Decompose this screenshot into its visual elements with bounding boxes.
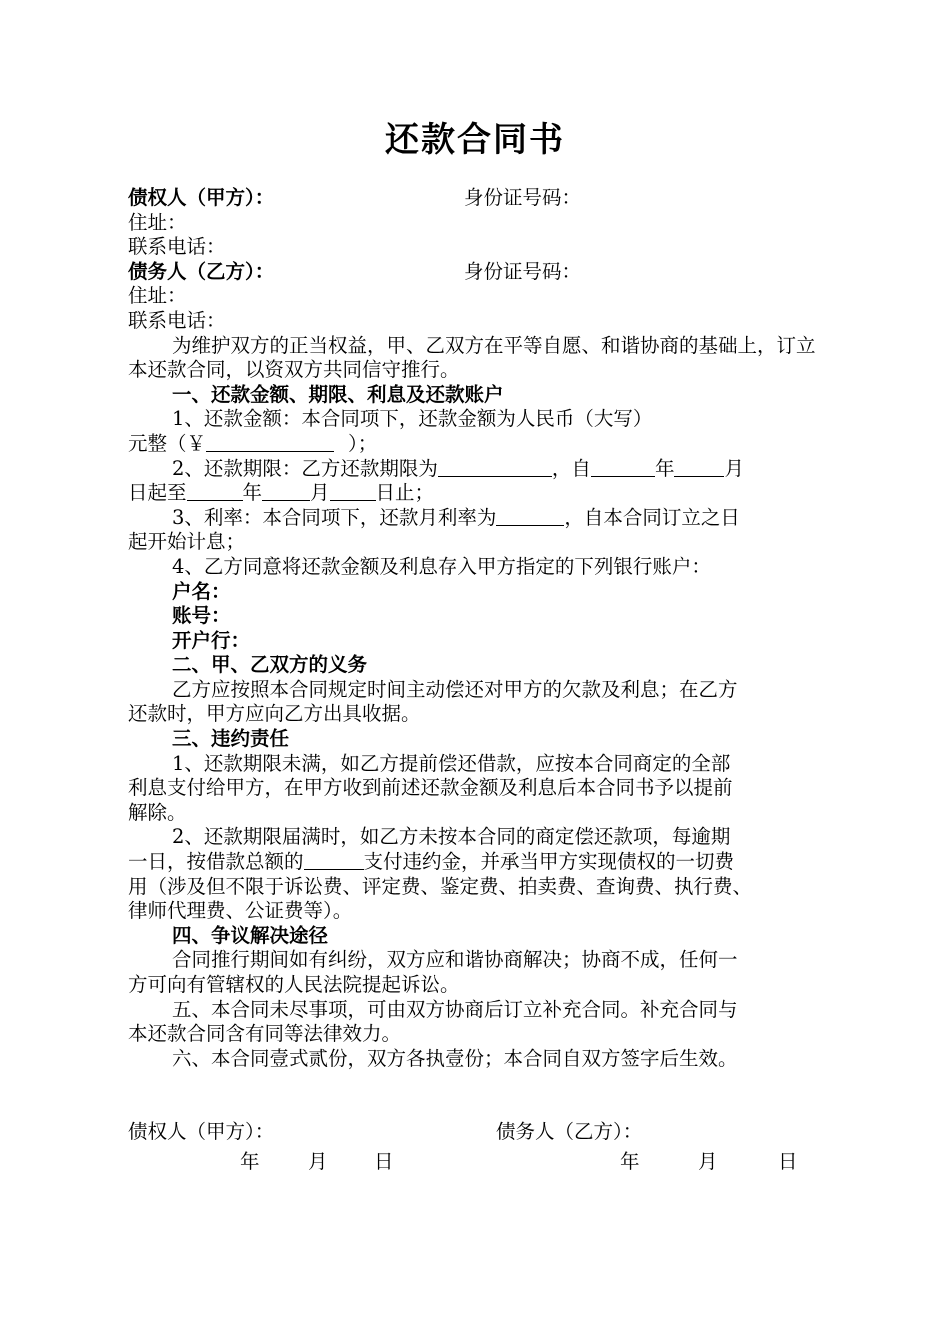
creditor-year-label: 年 xyxy=(240,1150,260,1173)
debtor-id-label: 身份证号码： xyxy=(464,259,582,283)
debtor-label: 债务人（乙方）： xyxy=(128,259,275,283)
term-from: ，自 xyxy=(551,456,591,480)
section1-item1-line2 xyxy=(128,432,828,457)
debtor-address-label: 住址： xyxy=(128,284,187,308)
creditor-month-label: 月 xyxy=(308,1150,328,1173)
contract-body xyxy=(128,186,828,1071)
creditor-signature-label: 债权人（甲方）： xyxy=(128,1120,275,1143)
intro-paragraph: 为维护双方的正当权益，甲、乙双方在平等自愿、和谐协商的基础上，订立本还款合同，以资双方共同信守推行。 xyxy=(128,333,816,382)
debtor-signature-label: 债务人（乙方）： xyxy=(496,1120,643,1143)
section3-item2-line4: 律师代理费、公证费等）。 xyxy=(128,899,353,923)
section3-heading: 三、违约责任 xyxy=(172,727,290,751)
rate-label: 3、利率：本合同项下，还款月利率为 xyxy=(172,505,497,529)
section1-item3-line2: 起开始计息； xyxy=(128,530,246,554)
section3-item1-line2: 利息支付给甲方，在甲方收到前述还款金额及利息后本合同书予以提前 xyxy=(128,776,733,800)
section4-text-line1: 合同推行期间如有纠纷，双方应和谐协商解决；协商不成，任何一 xyxy=(172,948,738,972)
end-day-label: 日止； xyxy=(375,481,435,505)
debtor-row xyxy=(128,260,828,285)
section1-heading: 一、还款金额、期限、利息及还款账户 xyxy=(172,382,504,406)
section3-item2-line1: 2、还款期限届满时，如乙方未按本合同的商定偿还款项，每逾期 xyxy=(172,825,731,849)
section1-item2-line1 xyxy=(128,457,828,482)
term-label: 2、还款期限：乙方还款期限为 xyxy=(172,456,438,480)
section1-item2-line2 xyxy=(128,481,828,506)
start-year-blank[interactable] xyxy=(591,458,655,477)
account-number-label: 账号： xyxy=(172,604,231,628)
penalty-blank[interactable] xyxy=(304,851,364,870)
end-year-label: 年 xyxy=(242,481,263,505)
section4-heading: 四、争议解决途径 xyxy=(172,923,329,947)
amount-prefix: 元整（￥ xyxy=(128,431,207,455)
debtor-day-label: 日 xyxy=(778,1150,798,1173)
creditor-address-label: 住址： xyxy=(128,210,187,234)
debtor-year-label: 年 xyxy=(620,1150,640,1173)
rate-blank[interactable] xyxy=(496,507,564,526)
start-month-label: 月 xyxy=(724,456,744,480)
signature-labels-row xyxy=(128,1120,848,1150)
signature-date-row xyxy=(128,1150,848,1180)
section6-text: 六、本合同壹式贰份，双方各执壹份；本合同自双方签字后生效。 xyxy=(172,1046,738,1070)
amount-suffix: ）； xyxy=(348,431,378,455)
section2-text-line1: 乙方应按照本合同规定时间主动偿还对甲方的欠款及利息；在乙方 xyxy=(172,677,738,701)
section3-item2-line3: 用（涉及但不限于诉讼费、评定费、鉴定费、拍卖费、查询费、执行费、 xyxy=(128,874,753,898)
section4-text-line2: 方可向有管辖权的人民法院提起诉讼。 xyxy=(128,973,460,996)
end-day-blank[interactable] xyxy=(330,482,376,501)
debtor-phone-label: 联系电话： xyxy=(128,308,226,332)
section1-item4: 4、乙方同意将还款金额及利息存入甲方指定的下列银行账户： xyxy=(172,554,711,578)
section3-item2-line2 xyxy=(128,850,828,875)
document-title: 还款合同书 xyxy=(385,120,565,160)
creditor-row xyxy=(128,186,828,211)
end-month-blank[interactable] xyxy=(262,482,310,501)
penalty-suffix: 支付违约金，并承当甲方实现债权的一切费 xyxy=(363,850,735,874)
bank-label: 开户行： xyxy=(172,628,251,652)
rate-suffix: ，自本合同订立之日 xyxy=(564,505,740,529)
section1-item1-line1: 1、还款金额：本合同项下，还款金额为人民币（大写） xyxy=(172,407,653,431)
creditor-phone-label: 联系电话： xyxy=(128,235,226,259)
penalty-label: 一日，按借款总额的 xyxy=(128,850,304,874)
start-year-label: 年 xyxy=(654,456,675,480)
account-name-label: 户名： xyxy=(172,579,231,603)
start-month-blank[interactable] xyxy=(674,458,724,477)
section2-text-line2: 还款时，甲方应向乙方出具收据。 xyxy=(128,702,421,726)
amount-blank[interactable] xyxy=(206,433,334,452)
term-blank[interactable] xyxy=(438,458,552,477)
creditor-label: 债权人（甲方）： xyxy=(128,186,275,209)
section5-line2: 本还款合同含有同等法律效力。 xyxy=(128,1022,402,1046)
section3-item1-line1: 1、还款期限未满，如乙方提前偿还借款，应按本合同商定的全部 xyxy=(172,751,731,775)
debtor-month-label: 月 xyxy=(698,1150,718,1173)
end-month-label: 月 xyxy=(310,481,330,505)
section1-item3-line1 xyxy=(128,506,828,531)
section3-item1-line3: 解除。 xyxy=(128,800,187,824)
section5-line1: 五、本合同未尽事项，可由双方协商后订立补充合同。补充合同与 xyxy=(172,997,738,1021)
creditor-id-label: 身份证号码： xyxy=(464,186,582,209)
end-year-blank[interactable] xyxy=(187,482,243,501)
creditor-day-label: 日 xyxy=(374,1150,394,1173)
start-day-label: 日起至 xyxy=(128,481,187,505)
section2-heading: 二、甲、乙双方的义务 xyxy=(172,653,368,677)
signature-block xyxy=(128,1120,848,1180)
